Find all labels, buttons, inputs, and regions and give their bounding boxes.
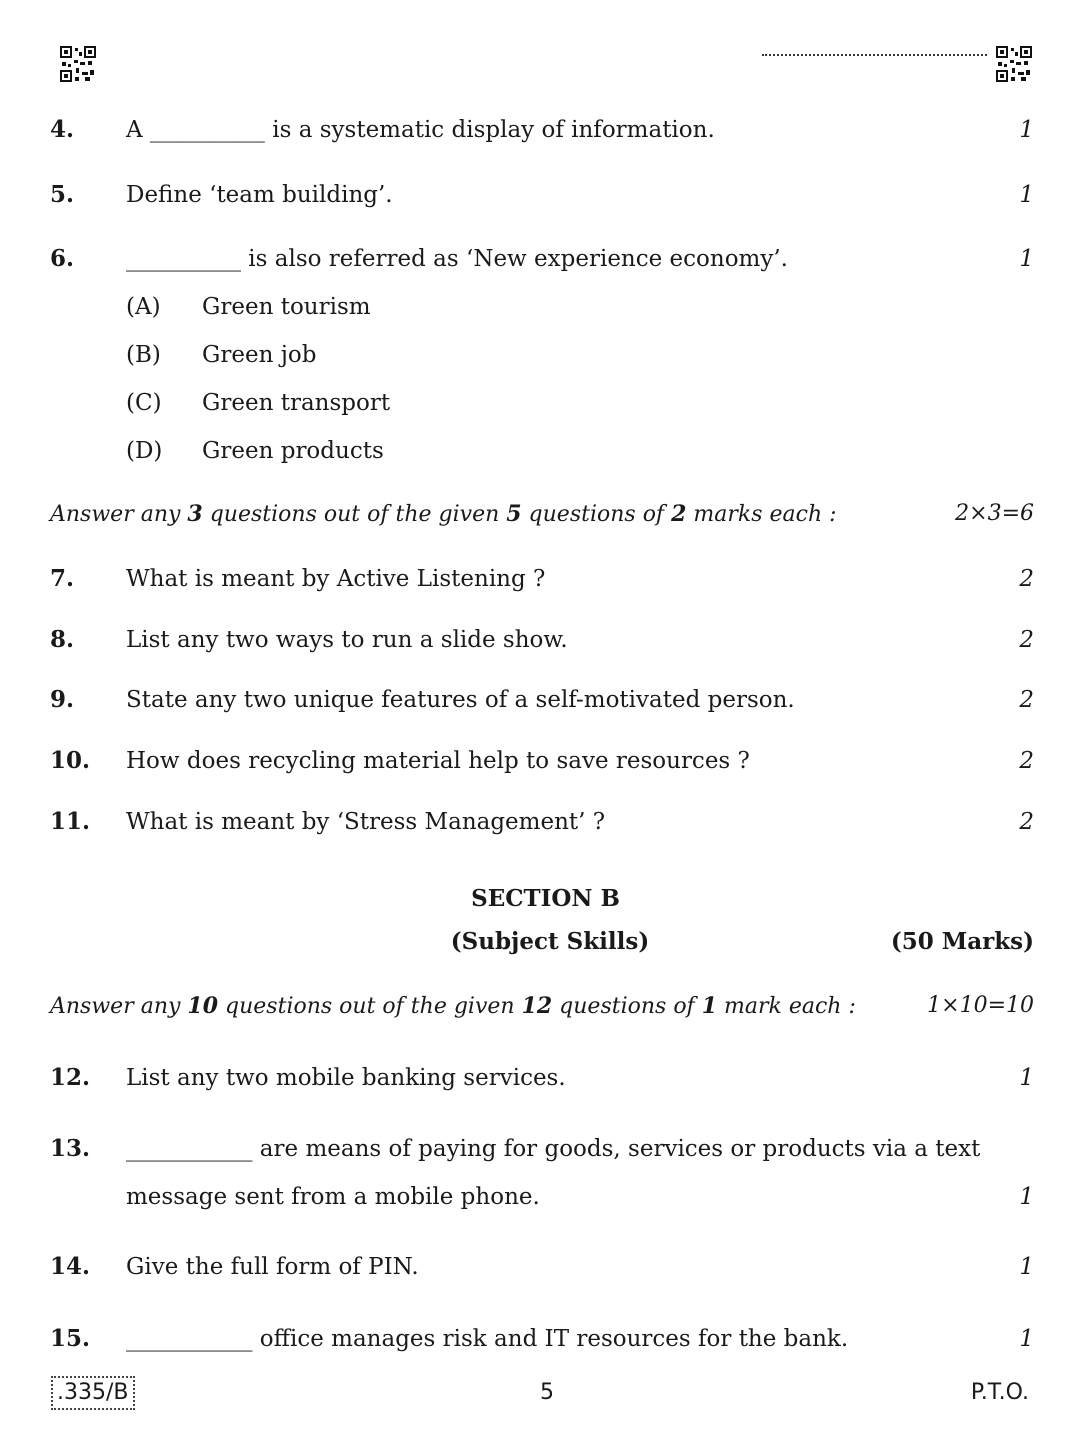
question-text: ___________ office manages risk and IT resources for the bank. [126,1326,849,1352]
qr-code-icon [60,46,96,82]
question-11 [0,802,1091,842]
question-marks: 1 [1019,1326,1034,1352]
option-b [0,335,1091,375]
question-text: Define ‘team building’. [126,182,393,208]
option-c [0,383,1091,423]
option-text: Green products [202,438,384,464]
instruction-2-marks [0,494,1091,534]
question-marks: 2 [1019,748,1034,774]
question-marks: 1 [1019,182,1034,208]
question-marks: 2 [1019,627,1034,653]
question-number: 14. [50,1253,91,1280]
option-d [0,431,1091,471]
question-number: 4. [50,116,75,143]
question-text: Give the full form of PIN. [126,1254,419,1280]
question-text: What is meant by ‘Stress Management’ ? [126,809,606,835]
option-label: (C) [126,390,162,416]
option-label: (D) [126,438,163,464]
question-text-continued: message sent from a mobile phone. [126,1184,540,1210]
instruction-marks: 2×3=6 [955,501,1034,526]
question-15 [0,1319,1091,1359]
pto-label: P.T.O. [970,1380,1029,1405]
question-text: A __________ is a systematic display of information. [126,117,715,143]
question-marks: 1 [1019,1065,1034,1091]
instruction-1-mark [0,986,1091,1026]
question-5 [0,175,1091,215]
question-marks: 1 [1019,1184,1034,1210]
question-6 [0,239,1091,279]
question-number: 8. [50,626,75,653]
answer-blank: ___________ [126,1326,253,1352]
option-text: Green transport [202,390,391,416]
question-13 [0,1129,1091,1169]
question-number: 11. [50,808,91,835]
option-a [0,287,1091,327]
question-marks: 1 [1019,1254,1034,1280]
instruction-marks: 1×10=10 [927,993,1034,1018]
question-number: 5. [50,181,75,208]
question-13-line-2 [0,1177,1091,1217]
option-label: (A) [126,294,161,320]
answer-blank: __________ [126,246,241,272]
question-number: 15. [50,1325,91,1352]
instruction-text: Answer any 10 questions out of the given 12 questions of 1 mark each : [50,993,856,1019]
question-10 [0,741,1091,781]
question-number: 10. [50,747,91,774]
instruction-text: Answer any 3 questions out of the given 5 questions of 2 marks each : [50,501,837,527]
question-text: __________ is also referred as ‘New experience economy’. [126,246,788,272]
question-marks: 1 [1019,246,1034,272]
question-number: 12. [50,1064,91,1091]
question-text: List any two mobile banking services. [126,1065,566,1091]
header-barcode-line [762,54,987,58]
answer-blank: ___________ [126,1136,253,1162]
section-title: SECTION B [471,885,620,912]
section-marks: (50 Marks) [890,928,1034,955]
question-4 [0,110,1091,150]
page-number: 5 [540,1380,554,1405]
question-text: State any two unique features of a self-motivated person. [126,687,795,713]
question-marks: 2 [1019,687,1034,713]
question-marks: 2 [1019,566,1034,592]
question-text: What is meant by Active Listening ? [126,566,546,592]
question-number: 6. [50,245,75,272]
option-label: (B) [126,342,161,368]
question-text: List any two ways to run a slide show. [126,627,568,653]
question-marks: 1 [1019,117,1034,143]
qr-code-icon [996,46,1032,82]
question-number: 7. [50,565,75,592]
question-7 [0,559,1091,599]
question-12 [0,1058,1091,1098]
option-text: Green tourism [202,294,371,320]
question-14 [0,1247,1091,1287]
section-subtitle: (Subject Skills) [450,928,650,955]
paper-code: .335/B [51,1376,135,1410]
question-8 [0,620,1091,660]
question-number: 9. [50,686,75,713]
answer-blank: __________ [149,117,265,143]
question-marks: 2 [1019,809,1034,835]
question-number: 13. [50,1135,91,1162]
question-text: ___________ are means of paying for goods, services or products via a text [126,1136,981,1162]
option-text: Green job [202,342,317,368]
question-text: How does recycling material help to save resources ? [126,748,750,774]
question-9 [0,680,1091,720]
